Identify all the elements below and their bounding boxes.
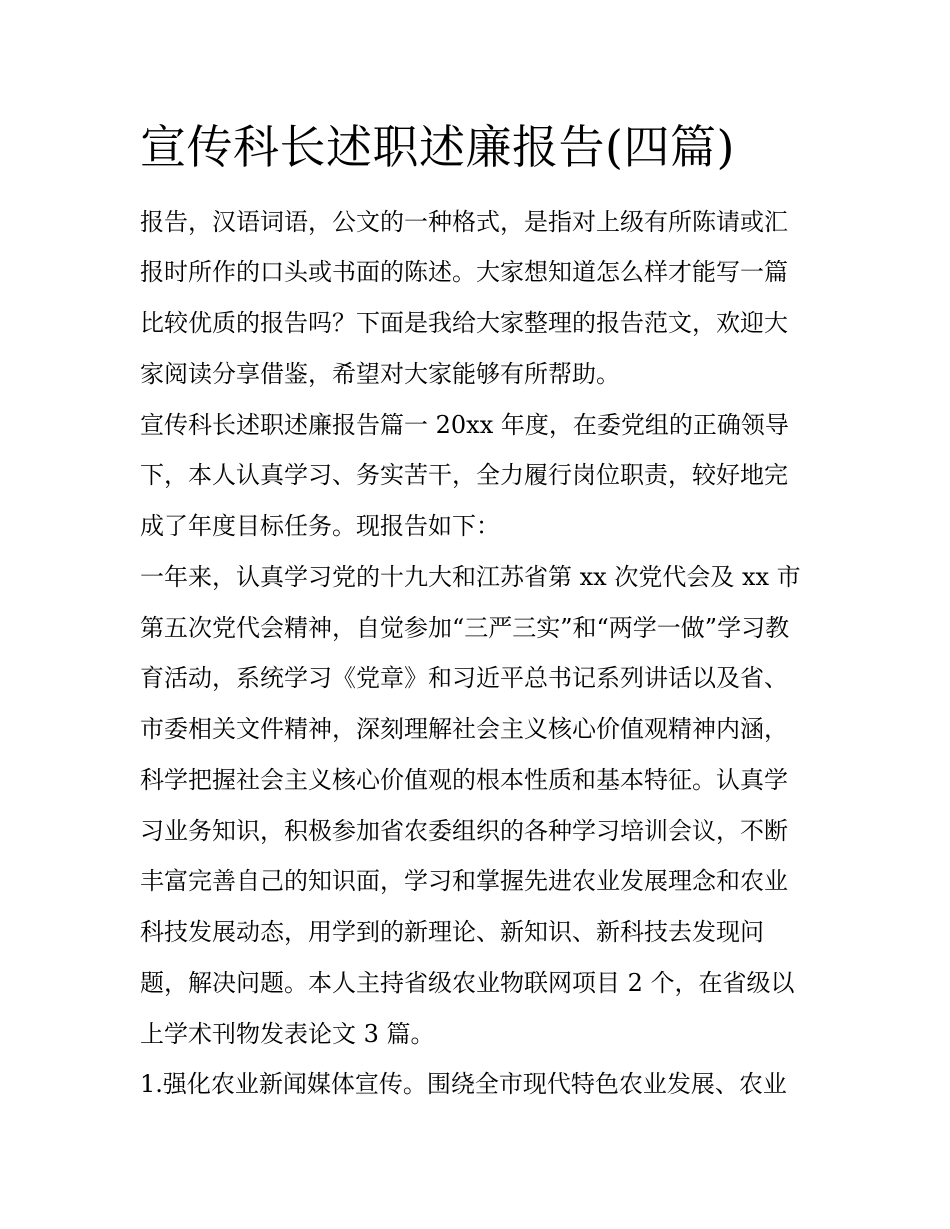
body-line: 习业务知识，积极参加省农委组织的各种学习培训会议，不断 bbox=[140, 817, 788, 845]
body-line: 家阅读分享借鉴，希望对大家能够有所帮助。 bbox=[140, 360, 620, 388]
body-line: 科技发展动态，用学到的新理论、新知识、新科技去发现问 bbox=[140, 918, 764, 946]
body-line: 第五次党代会精神，自觉参加“三严三实”和“两学一做”学习教 bbox=[140, 614, 790, 642]
body-line: 丰富完善自己的知识面，学习和掌握先进农业发展理念和农业 bbox=[140, 867, 788, 895]
body-line: 1.强化农业新闻媒体宣传。围绕全市现代特色农业发展、农业 bbox=[140, 1070, 787, 1098]
body-line: 报告，汉语词语，公文的一种格式，是指对上级有所陈请或汇 bbox=[140, 208, 788, 236]
body-line: 宣传科长述职述廉报告篇一 20xx 年度，在委党组的正确领导 bbox=[140, 411, 789, 439]
document-title: 宣传科长述职述廉报告(四篇) bbox=[140, 120, 735, 174]
body-line: 下，本人认真学习、务实苦干，全力履行岗位职责，较好地完 bbox=[140, 461, 788, 489]
body-line: 比较优质的报告吗？下面是我给大家整理的报告范文，欢迎大 bbox=[140, 309, 788, 337]
body-line: 报时所作的口头或书面的陈述。大家想知道怎么样才能写一篇 bbox=[140, 258, 788, 286]
body-line: 上学术刊物发表论文 3 篇。 bbox=[140, 1020, 435, 1048]
body-line: 成了年度目标任务。现报告如下： bbox=[140, 512, 500, 540]
body-line: 一年来，认真学习党的十九大和江苏省第 xx 次党代会及 xx 市 bbox=[140, 563, 801, 591]
body-line: 育活动，系统学习《党章》和习近平总书记系列讲话以及省、 bbox=[140, 664, 788, 692]
body-line: 市委相关文件精神，深刻理解社会主义核心价值观精神内涵， bbox=[140, 715, 788, 743]
body-line: 科学把握社会主义核心价值观的根本性质和基本特征。认真学 bbox=[140, 766, 788, 794]
body-line: 题，解决问题。本人主持省级农业物联网项目 2 个，在省级以 bbox=[140, 969, 795, 997]
